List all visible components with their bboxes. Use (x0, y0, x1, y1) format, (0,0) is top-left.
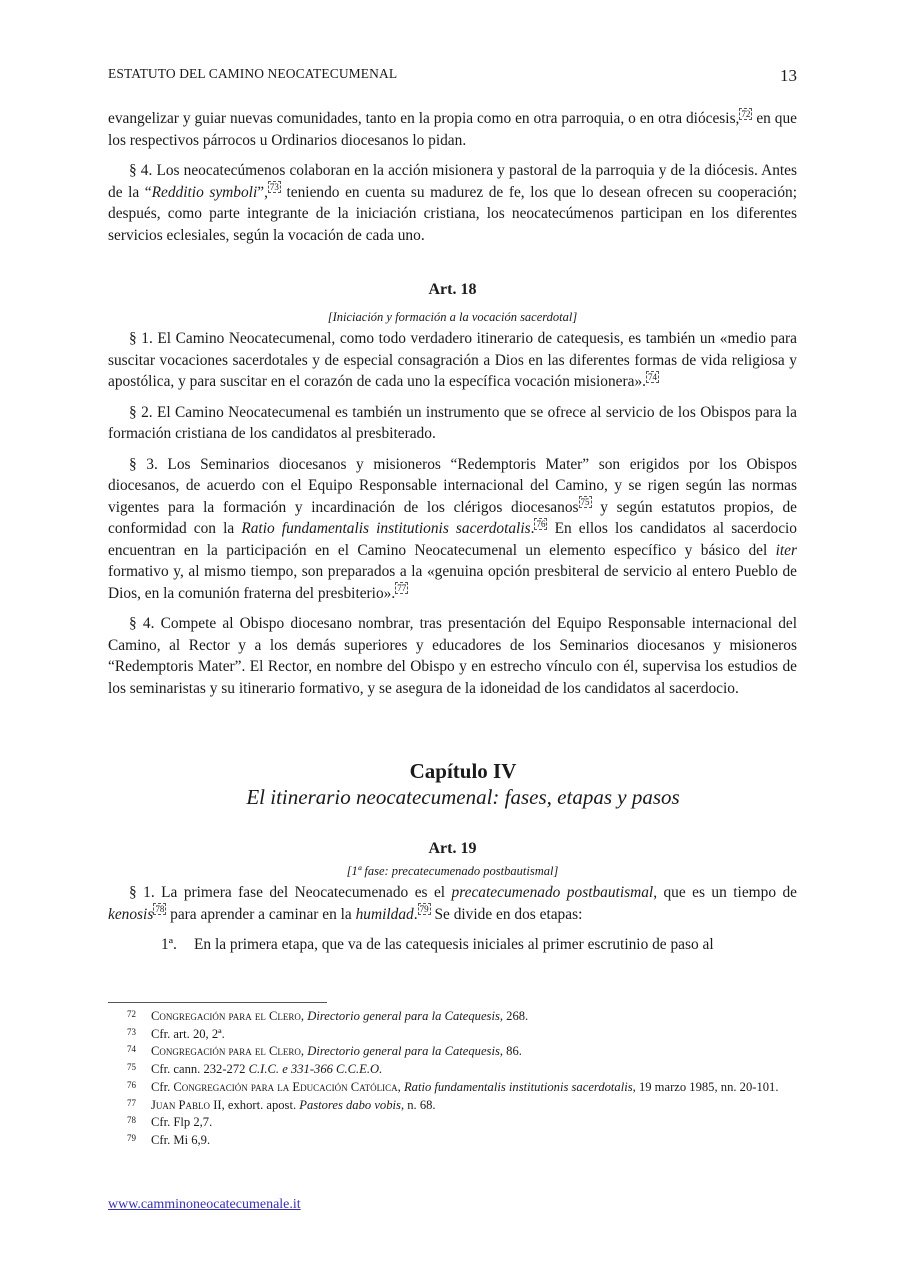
running-header (108, 64, 797, 86)
article-subtitle: [Iniciación y formación a la vocación sacerdotal] (327, 309, 578, 324)
document-body (108, 108, 797, 956)
paragraph-art18-s4: § 4. Compete al Obispo diocesano nombrar, tras presentación del Equipo Responsable internacional del Camino, al Rector y a los demás superiores y educadores de los Seminarios diocesanos y misioneros “Redemptoris Mater”. El Rector, en nombre del Obispo y en estrecho vínculo con él, supervisa los estudios de los seminaristas y su itinerario formativo, y se asegura de la idoneidad de los candidatos al sacerdocio. (108, 615, 797, 697)
page-number: 13 (780, 66, 797, 85)
footnote-ref[interactable]: 74 (648, 371, 658, 382)
paragraph-art18-s1: § 1. El Camino Neocatecumenal, como todo verdadero itinerario de catequesis, es también un «medio para suscitar vocaciones sacerdotales y de especial consagración a Dios en las diferentes formas de vida religiosa y apostólica, y para suscitar en el corazón de cada uno la específica vocación misionera». $^{74}$ (108, 330, 797, 390)
paragraph-art17-s4: § 4. Los neocatecúmenos colaboran en la acción misionera y pastoral de la parroquia y de la diócesis. Antes de la “Redditio symboli”, $^{73}$ teniendo en cuenta su madurez de fe, los que lo desean ofrecen su cooperación; después, como parte integrante de la iniciación cristiana, los neocatecúmenos participan en los diferentes servicios eclesiales, según la vocación de cada uno. (108, 162, 797, 244)
footnote-ref[interactable]: 75 (580, 497, 590, 508)
running-title: ESTATUTO DEL CAMINO NEOCATECUMENAL (108, 66, 398, 81)
footnote-ref[interactable]: 79 (419, 904, 429, 915)
footnote-ref[interactable]: 77 (397, 583, 407, 594)
footnote-76: 76 Cfr. Congregación para la Educación Católica, Ratio fundamentalis institutionis sacerdotalis, 19 marzo 1985, nn. 20-101. (127, 1079, 779, 1094)
paragraph-art18-s3: § 3. Los Seminarios diocesanos y misioneros “Redemptoris Mater” son erigidos por los Obispos diocesanos, de acuerdo con el Equipo Responsable internacional del Camino, y se rigen según las normas vigentes para la formación y incardinación de los clérigos diocesanos $^{75}$ y según estatutos propios, de conformidad con la Ratio fundamentalis institutionis sacerdotalis. $^{76}$ En ellos los candidatos al sacerdocio encuentran en la participación en el Camino Neocatecumenal un elemento específico y básico del iter formativo y, al mismo tiempo, son preparados a la «genuina opción presbiteral de servicio al entero Pueblo de Dios, en la comunión fraterna del presbiterio». $^{77}$ (108, 455, 797, 602)
paragraph-art19-s1: § 1. La primera fase del Neocatecumenado es el precatecumenado postbautismal, que es un tiempo de kenosis $^{78}$ para aprender a caminar en la humildad. $^{79}$ Se divide en dos etapas: (108, 884, 797, 923)
article-heading: Art. 19 (428, 840, 477, 857)
article-subtitle: [1ª fase: precatecumenado postbautismal] (346, 863, 559, 878)
list-number: 1ª. (161, 936, 177, 953)
page-footer (108, 1197, 301, 1213)
chapter-title: Capítulo IV (409, 759, 517, 783)
footnotes (108, 1008, 797, 1150)
footnote-ref[interactable]: 76 (536, 518, 546, 529)
footnote-72: 72 Congregación para el Clero, Directorio general para la Catequesis, 268. (127, 1009, 529, 1023)
footnote-ref[interactable]: 72 (741, 108, 751, 119)
footnote-78: 78 Cfr. Flp 2,7. (127, 1115, 213, 1130)
list-item-stage-1: 1ª. En la primera etapa, que va de las catequesis iniciales al primer escrutinio de paso al (108, 934, 797, 956)
footnote-74: 74 Congregación para el Clero, Directorio general para la Catequesis, 86. (127, 1044, 522, 1059)
footnote-79: 79 Cfr. Mi 6,9. (127, 1132, 211, 1147)
footnote-75: 75 Cfr. cann. 232-272 C.I.C. e 331-366 C.C.E.O. (127, 1062, 383, 1077)
footnote-ref[interactable]: 73 (269, 182, 279, 193)
chapter-subtitle: El itinerario neocatecumenal: fases, etapas y pasos (246, 784, 680, 809)
paragraph-art18-s2: § 2. El Camino Neocatecumenal es también un instrumento que se ofrece al servicio de los Obispos para la formación cristiana de los candidatos al presbiterado. (108, 403, 797, 442)
footnote-ref[interactable]: 78 (155, 904, 165, 915)
footnote-separator (108, 1002, 327, 1003)
paragraph-continued: evangelizar y guiar nuevas comunidades, tanto en la propia como en otra parroquia, o en otra diócesis, $^{72}$ en que los respectivos párrocos u Ordinarios diocesanos lo pidan. (108, 108, 797, 149)
website-link[interactable]: www.camminoneocatecumenale.it (108, 1197, 301, 1212)
article-heading: Art. 18 (428, 281, 477, 298)
footnote-73: 73 Cfr. art. 20, 2ª. (127, 1026, 225, 1041)
footnote-77: 77 Juan Pablo II, exhort. apost. Pastores dabo vobis, n. 68. (127, 1097, 436, 1112)
